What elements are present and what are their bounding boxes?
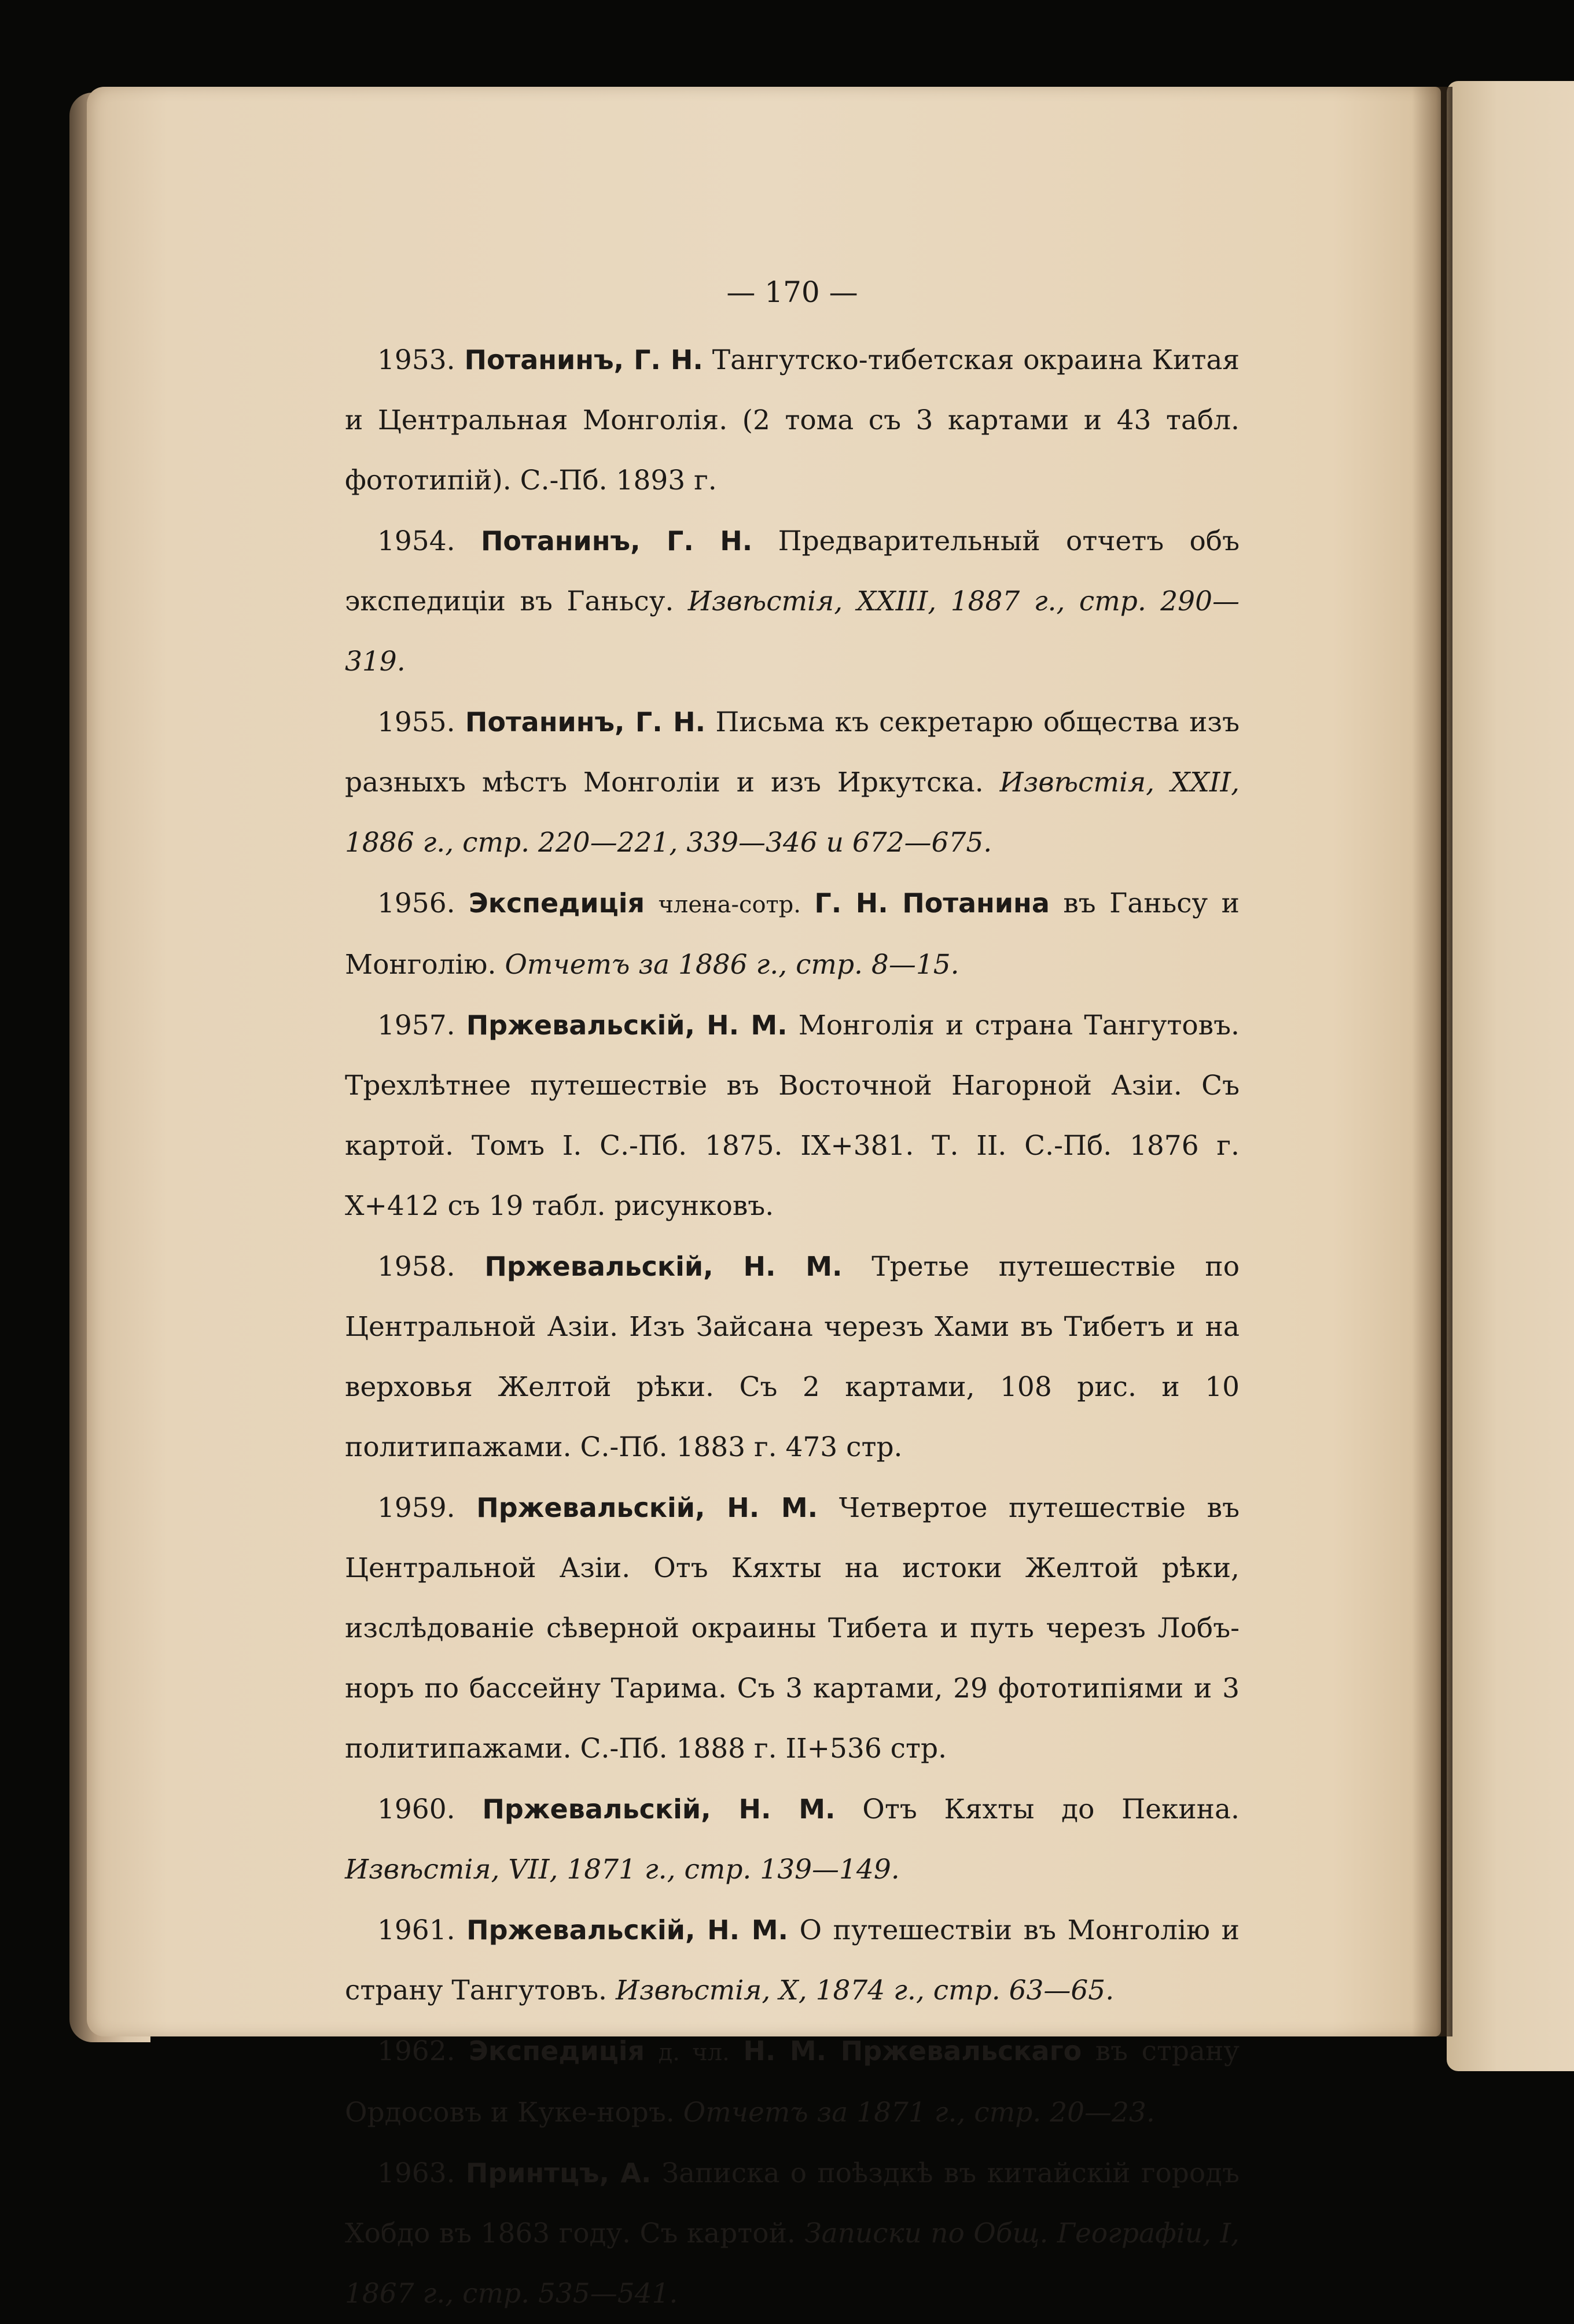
entry-qualifier: д. чл. xyxy=(658,2039,730,2066)
entry-number: 1956. xyxy=(377,887,455,919)
entry-text: О путешествіи въ Монголію и страну Тангутовъ. xyxy=(345,1914,1240,2006)
entry-source: Отчетъ за 1871 г., стр. 20—23. xyxy=(683,2097,1155,2128)
bibliography-entry xyxy=(345,1900,1240,2021)
entry-text: Тангутско-тибетская окраина Китая и Центральная Монголія. (2 тома съ 3 картами и 43 табл. фототипій). С.-Пб. 1893 г. xyxy=(345,344,1240,496)
entry-author: Потанинъ, Г. Н. xyxy=(480,525,753,557)
entry-source: Извѣстія, VII, 1871 г., стр. 139—149. xyxy=(345,1854,900,1885)
entry-author: Принтцъ, А. xyxy=(465,2157,652,2189)
entry-text: Четвертое путешествіе въ Центральной Азіи. Отъ Кяхты на истоки Желтой рѣки, изслѣдованіе сѣверной окраины Тибета и путь черезъ Лобъ-норъ по бассейну Тарима. Съ 3 картами, 29 фототипіями и 3 политипажами. С.-Пб. 1888 г. II+536 стр. xyxy=(345,1492,1240,1765)
entry-text: въ Ганьсу и Монголію. xyxy=(345,887,1240,981)
facing-page-edge xyxy=(1447,81,1574,2071)
entry-author: Экспедиція xyxy=(469,887,645,919)
entry-author: Пржевальскій, Н. М. xyxy=(476,1492,818,1523)
entry-number: 1957. xyxy=(377,1010,455,1041)
bibliography-entry xyxy=(345,995,1240,1236)
entry-number: 1955. xyxy=(377,706,455,738)
entry-source: Извѣстія, XXIII, 1887 г., стр. 290—319. xyxy=(345,585,1240,677)
bibliography-entry xyxy=(345,2143,1240,2324)
entry-text: въ страну Ордосовъ и Куке-норъ. xyxy=(345,2035,1240,2128)
page-gutter xyxy=(1412,87,1452,2036)
entry-source: Извѣстія, XXII, 1886 г., стр. 220—221, 339—346 и 672—675. xyxy=(345,767,1240,859)
entry-text: Письма къ секретарю общества изъ разныхъ мѣстъ Монголіи и изъ Иркутска. xyxy=(345,706,1240,798)
entry-number: 1963. xyxy=(377,2157,455,2189)
entry-author: Потанинъ, Г. Н. xyxy=(465,706,706,738)
page-number: — 170 — xyxy=(726,275,858,309)
bibliography-entry xyxy=(345,692,1240,873)
entry-text: Монголія и страна Тангутовъ. Трехлѣтнее путешествіе въ Восточной Нагорной Азіи. Съ картой. Томъ I. С.-Пб. 1875. IX+381. Т. II. С.-Пб. 1876 г. X+412 съ 19 табл. рисунковъ. xyxy=(345,1010,1240,1222)
entry-number: 1954. xyxy=(377,525,455,557)
entry-author-secondary: Г. Н. Потанина xyxy=(814,887,1050,919)
entry-number: 1961. xyxy=(377,1914,455,1946)
bibliography-entry xyxy=(345,1478,1240,1779)
entry-source: Отчетъ за 1886 г., стр. 8—15. xyxy=(505,949,959,981)
bibliography-entry xyxy=(345,1236,1240,1478)
entry-text: Отъ Кяхты до Пекина. xyxy=(862,1793,1240,1825)
entry-text: Предварительный отчетъ объ экспедиціи въ Ганьсу. xyxy=(345,525,1240,617)
bibliography-entry xyxy=(345,1779,1240,1900)
bibliography-entry xyxy=(345,511,1240,692)
entry-text: Третье путешествіе по Центральной Азіи. Изъ Зайсана черезъ Хами въ Тибетъ и на верховья Желтой рѣки. Съ 2 картами, 108 рис. и 10 политипажами. С.-Пб. 1883 г. 473 стр. xyxy=(345,1251,1240,1463)
entry-source: Записки по Общ. Географіи, I, 1867 г., стр. 535—541. xyxy=(345,2218,1240,2310)
page-text xyxy=(345,260,1240,2324)
entry-number: 1959. xyxy=(377,1492,455,1524)
entry-number: 1953. xyxy=(377,344,455,376)
entry-source: Извѣстія, X, 1874 г., стр. 63—65. xyxy=(615,1975,1115,2006)
entry-author-secondary: Н. М. Пржевальскаго xyxy=(743,2035,1082,2067)
entry-number: 1962. xyxy=(377,2035,455,2067)
entry-author: Потанинъ, Г. Н. xyxy=(464,344,703,375)
bibliography-entry xyxy=(345,330,1240,511)
bibliography-entry xyxy=(345,873,1240,995)
bibliography-entry xyxy=(345,2021,1240,2143)
entry-text: Записка о поѣздкѣ въ китайскій городъ Хобдо въ 1863 году. Съ картой. xyxy=(345,2157,1240,2249)
entry-number: 1958. xyxy=(377,1251,455,1283)
entry-qualifier: члена-сотр. xyxy=(658,892,801,918)
entry-author: Пржевальскій, Н. М. xyxy=(484,1251,843,1282)
entry-author: Пржевальскій, Н. М. xyxy=(466,1914,788,1946)
entry-author: Пржевальскій, Н. М. xyxy=(482,1793,836,1825)
entry-number: 1960. xyxy=(377,1793,455,1825)
entry-author: Пржевальскій, Н. М. xyxy=(466,1010,788,1041)
entry-author: Экспедиція xyxy=(469,2035,645,2067)
